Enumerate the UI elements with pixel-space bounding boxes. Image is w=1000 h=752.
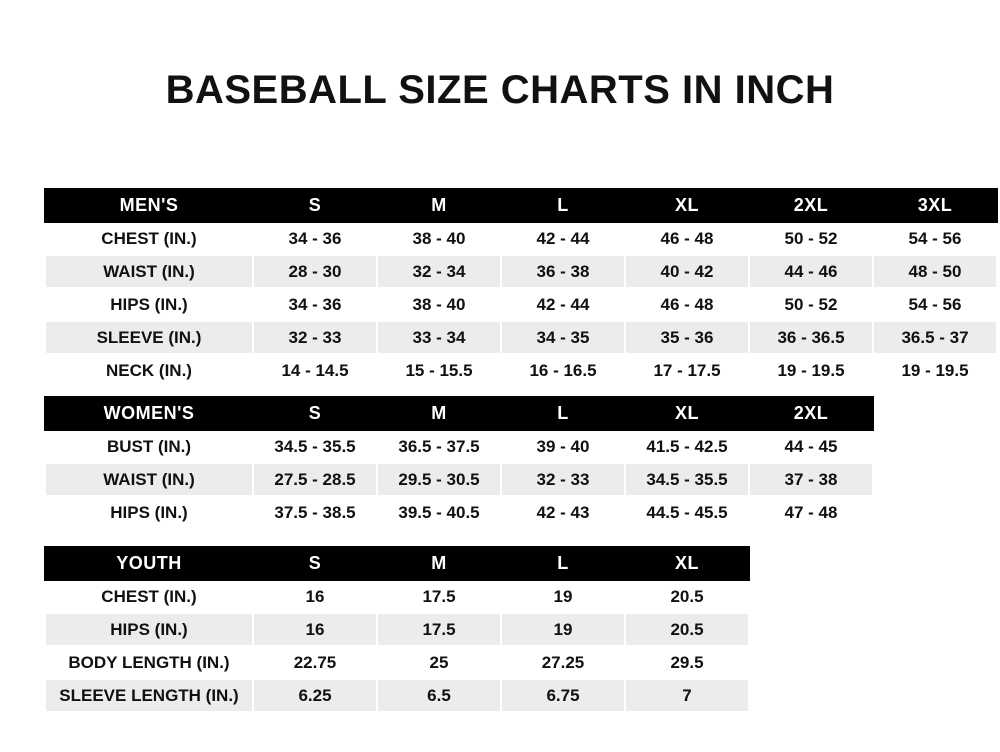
table-cell: 36.5 - 37.5 — [377, 430, 501, 463]
column-header: M — [377, 189, 501, 222]
table-cell: 17 - 17.5 — [625, 354, 749, 387]
table-cell: 46 - 48 — [625, 288, 749, 321]
row-label: WAIST (IN.) — [45, 463, 253, 496]
row-label: BODY LENGTH (IN.) — [45, 646, 253, 679]
table-cell: 7 — [625, 679, 749, 712]
table-cell: 29.5 - 30.5 — [377, 463, 501, 496]
column-header: S — [253, 397, 377, 430]
table-cell: 27.5 - 28.5 — [253, 463, 377, 496]
column-header: S — [253, 547, 377, 580]
table-row — [45, 321, 997, 354]
table-cell: 36 - 36.5 — [749, 321, 873, 354]
table-cell: 37 - 38 — [749, 463, 873, 496]
table-cell: 25 — [377, 646, 501, 679]
table-cell: 39.5 - 40.5 — [377, 496, 501, 529]
row-label: SLEEVE LENGTH (IN.) — [45, 679, 253, 712]
table-cell: 34 - 36 — [253, 288, 377, 321]
womens-size-table — [44, 396, 874, 530]
table-cell: 6.75 — [501, 679, 625, 712]
table-cell: 27.25 — [501, 646, 625, 679]
table-cell: 42 - 43 — [501, 496, 625, 529]
table-cell: 20.5 — [625, 613, 749, 646]
table-row — [45, 496, 873, 529]
table-cell: 19 — [501, 613, 625, 646]
table-cell: 34.5 - 35.5 — [253, 430, 377, 463]
table-cell: 39 - 40 — [501, 430, 625, 463]
column-header: XL — [625, 547, 749, 580]
mens-size-table-container — [44, 188, 998, 388]
table-cell: 48 - 50 — [873, 255, 997, 288]
table-cell: 15 - 15.5 — [377, 354, 501, 387]
table-cell: 41.5 - 42.5 — [625, 430, 749, 463]
table-cell: 47 - 48 — [749, 496, 873, 529]
table-cell: 54 - 56 — [873, 288, 997, 321]
column-header: L — [501, 189, 625, 222]
row-label: NECK (IN.) — [45, 354, 253, 387]
table-cell: 33 - 34 — [377, 321, 501, 354]
table-cell: 14 - 14.5 — [253, 354, 377, 387]
table-cell: 19 - 19.5 — [873, 354, 997, 387]
table-cell: 36 - 38 — [501, 255, 625, 288]
table-row — [45, 646, 749, 679]
table-row — [45, 580, 749, 613]
column-header: YOUTH — [45, 547, 253, 580]
table-cell: 44.5 - 45.5 — [625, 496, 749, 529]
row-label: HIPS (IN.) — [45, 496, 253, 529]
mens-size-table — [44, 188, 998, 388]
row-label: HIPS (IN.) — [45, 288, 253, 321]
table-cell: 42 - 44 — [501, 288, 625, 321]
table-row — [45, 222, 997, 255]
table-cell: 37.5 - 38.5 — [253, 496, 377, 529]
column-header: L — [501, 397, 625, 430]
table-cell: 34 - 36 — [253, 222, 377, 255]
row-label: CHEST (IN.) — [45, 222, 253, 255]
table-cell: 16 — [253, 580, 377, 613]
table-row — [45, 354, 997, 387]
table-cell: 34.5 - 35.5 — [625, 463, 749, 496]
column-header: WOMEN'S — [45, 397, 253, 430]
column-header: M — [377, 397, 501, 430]
table-cell: 46 - 48 — [625, 222, 749, 255]
column-header: XL — [625, 397, 749, 430]
column-header: XL — [625, 189, 749, 222]
table-cell: 32 - 33 — [253, 321, 377, 354]
table-cell: 50 - 52 — [749, 288, 873, 321]
table-cell: 42 - 44 — [501, 222, 625, 255]
column-header: S — [253, 189, 377, 222]
table-row — [45, 430, 873, 463]
table-cell: 44 - 46 — [749, 255, 873, 288]
table-header-row — [45, 397, 873, 430]
table-row — [45, 679, 749, 712]
table-cell: 32 - 33 — [501, 463, 625, 496]
table-cell: 28 - 30 — [253, 255, 377, 288]
table-cell: 38 - 40 — [377, 222, 501, 255]
table-cell: 19 — [501, 580, 625, 613]
table-cell: 38 - 40 — [377, 288, 501, 321]
table-row — [45, 463, 873, 496]
table-cell: 40 - 42 — [625, 255, 749, 288]
table-cell: 17.5 — [377, 613, 501, 646]
table-row — [45, 288, 997, 321]
table-cell: 54 - 56 — [873, 222, 997, 255]
table-cell: 6.5 — [377, 679, 501, 712]
table-header-row — [45, 547, 749, 580]
column-header: MEN'S — [45, 189, 253, 222]
column-header: 3XL — [873, 189, 997, 222]
row-label: BUST (IN.) — [45, 430, 253, 463]
table-cell: 17.5 — [377, 580, 501, 613]
table-cell: 32 - 34 — [377, 255, 501, 288]
table-cell: 44 - 45 — [749, 430, 873, 463]
column-header: 2XL — [749, 189, 873, 222]
column-header: L — [501, 547, 625, 580]
table-cell: 6.25 — [253, 679, 377, 712]
youth-size-table — [44, 546, 750, 713]
table-row — [45, 255, 997, 288]
column-header: 2XL — [749, 397, 873, 430]
womens-size-table-container — [44, 396, 874, 530]
table-header-row — [45, 189, 997, 222]
table-cell: 50 - 52 — [749, 222, 873, 255]
table-cell: 29.5 — [625, 646, 749, 679]
table-cell: 20.5 — [625, 580, 749, 613]
table-cell: 34 - 35 — [501, 321, 625, 354]
table-cell: 35 - 36 — [625, 321, 749, 354]
row-label: HIPS (IN.) — [45, 613, 253, 646]
column-header: M — [377, 547, 501, 580]
table-cell: 16 - 16.5 — [501, 354, 625, 387]
page-title: BASEBALL SIZE CHARTS IN INCH — [165, 68, 835, 112]
table-cell: 19 - 19.5 — [749, 354, 873, 387]
youth-size-table-container — [44, 546, 750, 713]
table-cell: 16 — [253, 613, 377, 646]
row-label: WAIST (IN.) — [45, 255, 253, 288]
row-label: CHEST (IN.) — [45, 580, 253, 613]
table-cell: 36.5 - 37 — [873, 321, 997, 354]
table-row — [45, 613, 749, 646]
row-label: SLEEVE (IN.) — [45, 321, 253, 354]
table-cell: 22.75 — [253, 646, 377, 679]
